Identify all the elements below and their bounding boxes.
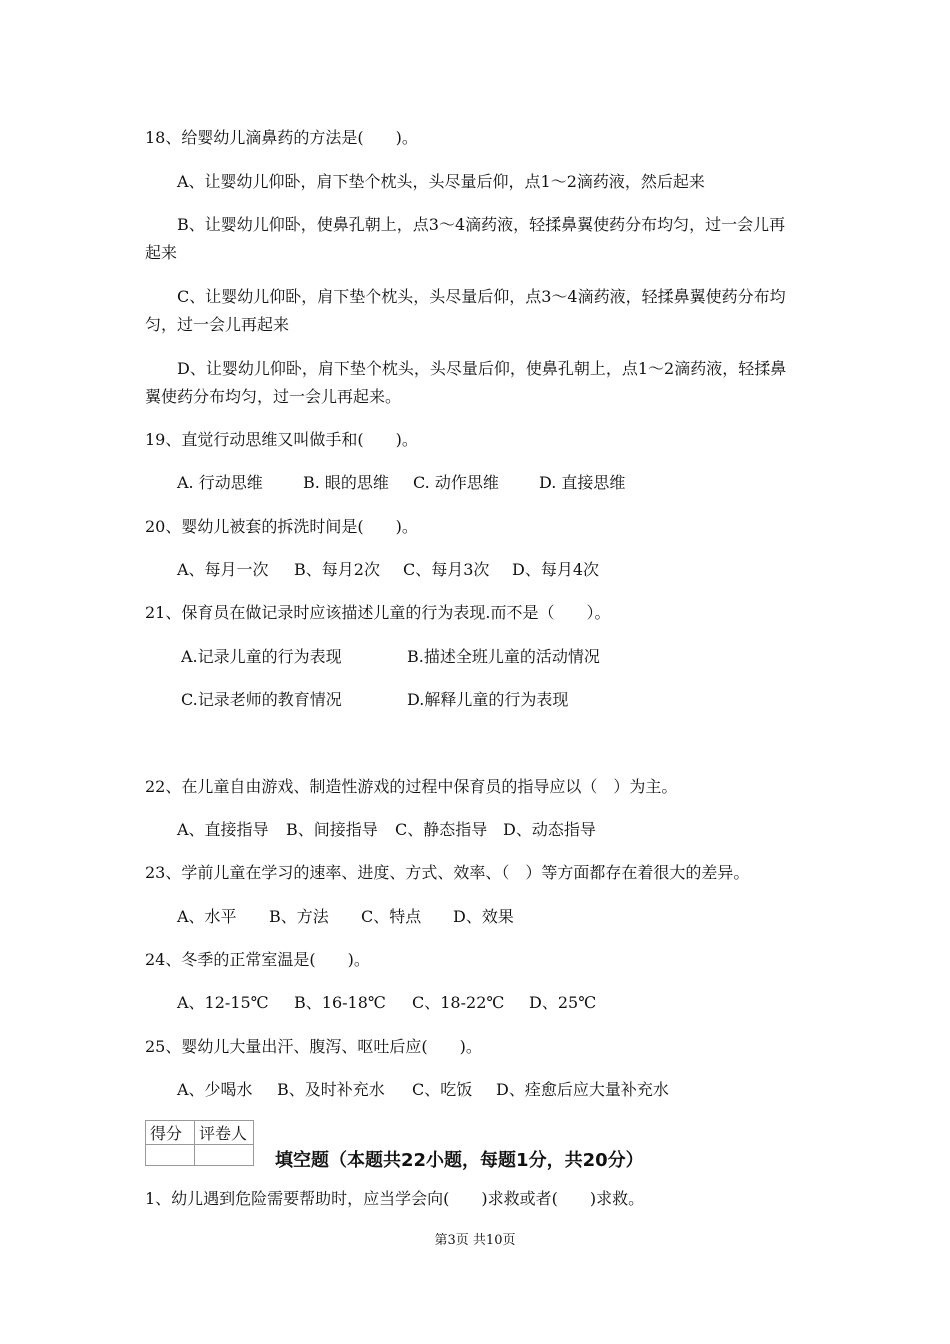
score-table [145,1120,254,1166]
q19-option-a: A. 行动思维 [177,473,263,492]
q20-option-b: B、每月2次 [294,560,380,579]
q21-option-d: D.解释儿童的行为表现 [407,690,569,709]
q24-option-d: D、25℃ [529,993,597,1012]
q19-option-c: C. 动作思维 [413,473,499,492]
q22-stem: 22、在儿童自由游戏、制造性游戏的过程中保育员的指导应以（ ）为主。 [145,777,678,796]
q18-option-c-line2: 匀，过一会儿再起来 [145,315,290,334]
fill1-stem: 1、幼儿遇到危险需要帮助时，应当学会向( )求救或者( )求救。 [145,1189,645,1208]
q22-option-c: C、静态指导 [395,820,488,839]
q25-option-c: C、吃饭 [412,1080,473,1099]
q25-option-b: B、及时补充水 [277,1080,385,1099]
q25-option-d: D、痊愈后应大量补充水 [496,1080,669,1099]
q23-option-c: C、特点 [361,907,422,926]
q20-option-c: C、每月3次 [403,560,490,579]
q19-stem: 19、直觉行动思维又叫做手和( )。 [145,430,418,449]
q18-stem: 18、给婴幼儿滴鼻药的方法是( )。 [145,128,418,147]
q18-option-d-line1: D、让婴幼儿仰卧，肩下垫个枕头，头尽量后仰，使鼻孔朝上，点1～2滴药液，轻揉鼻 [177,359,787,378]
q18-option-b-line1: B、让婴幼儿仰卧，使鼻孔朝上，点3～4滴药液，轻揉鼻翼使药分布均匀，过一会儿再 [177,215,786,234]
page-footer: 第3页 共10页 [434,1233,516,1248]
q19-option-b: B. 眼的思维 [303,473,389,492]
q21-stem: 21、保育员在做记录时应该描述儿童的行为表现.而不是（ ）。 [145,603,611,622]
grader-label: 评卷人 [195,1121,254,1145]
q21-option-c: C.记录老师的教育情况 [181,690,342,709]
q21-option-a: A.记录儿童的行为表现 [181,647,342,666]
q25-stem: 25、婴幼儿大量出汗、腹泻、呕吐后应( )。 [145,1037,482,1056]
q23-option-b: B、方法 [269,907,329,926]
grader-cell[interactable] [195,1145,254,1166]
q18-option-b-line2: 起来 [145,243,178,262]
q18-option-a: A、让婴幼儿仰卧，肩下垫个枕头，头尽量后仰，点1～2滴药液，然后起来 [177,172,705,191]
q21-option-b: B.描述全班儿童的活动情况 [407,647,600,666]
section-title: 填空题（本题共22小题，每题1分，共20分） [275,1150,644,1171]
q18-option-d-line2: 翼使药分布均匀，过一会儿再起来。 [145,387,402,406]
q19-option-d: D. 直接思维 [539,473,626,492]
q22-option-d: D、动态指导 [503,820,596,839]
q20-option-a: A、每月一次 [177,560,269,579]
q23-stem: 23、学前儿童在学习的速率、进度、方式、效率、（ ）等方面都存在着很大的差异。 [145,863,750,882]
q23-option-a: A、水平 [177,907,237,926]
score-label: 得分 [146,1121,195,1145]
q24-option-c: C、18-22℃ [412,993,505,1012]
q25-option-a: A、少喝水 [177,1080,253,1099]
q20-option-d: D、每月4次 [512,560,600,579]
score-cell[interactable] [146,1145,195,1166]
q18-option-c-line1: C、让婴幼儿仰卧，肩下垫个枕头，头尽量后仰，点3～4滴药液，轻揉鼻翼使药分布均 [177,287,786,306]
q22-option-b: B、间接指导 [286,820,378,839]
q22-option-a: A、直接指导 [177,820,269,839]
q23-option-d: D、效果 [453,907,514,926]
q24-stem: 24、冬季的正常室温是( )。 [145,950,370,969]
q24-option-a: A、12-15℃ [177,993,269,1012]
q20-stem: 20、婴幼儿被套的拆洗时间是( )。 [145,517,418,536]
q24-option-b: B、16-18℃ [294,993,386,1012]
